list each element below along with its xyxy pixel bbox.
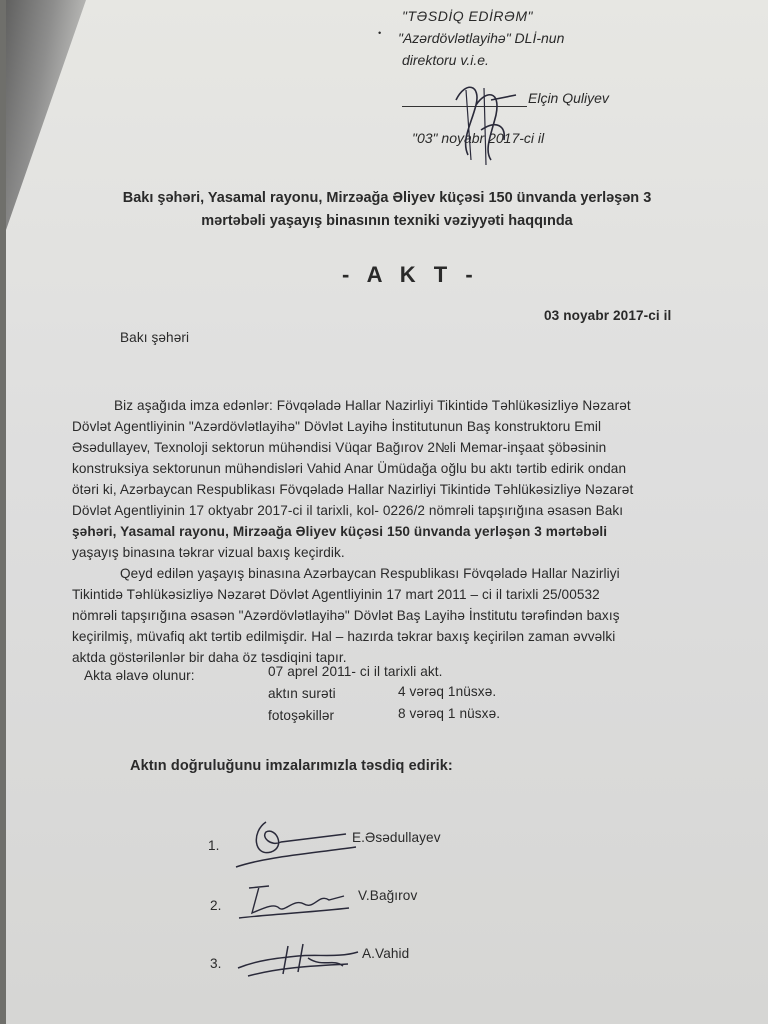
para2-line-2: Tikintidə Təhlükəsizliyə Nəzarət Dövlət Agentliyinin 17 mart 2011 – ci il tarixli 25/00532	[72, 587, 600, 602]
approval-heading: "TƏSDİQ EDİRƏM"	[402, 8, 533, 24]
signatory-1-signature	[226, 812, 366, 872]
signatory-2-signature	[234, 878, 354, 924]
para1-line-1: Biz aşağıda imza edənlər: Fövqəladə Hallar Nazirliyi Tikintidə Təhlükəsizliyə Nəzarət	[114, 398, 631, 413]
para1-line-4: konstruksiya sektorunun mühəndisləri Vahid Anar Ümüdağa oğlu bu aktı tərtib edirik ondan	[72, 461, 627, 476]
bullet: •	[378, 28, 382, 38]
confirmation-text: Aktın doğruluğunu imzalarımızla təsdiq edirik:	[130, 758, 453, 774]
para2-line-5: aktda göstərilənlər bir daha öz təsdiqini tapır.	[72, 650, 347, 665]
title-line-2: mərtəbəli yaşayış binasının texniki vəziyyəti haqqında	[201, 213, 573, 229]
signatory-1-name: E.Əsədullayev	[352, 830, 441, 845]
signatory-2-number: 2.	[210, 898, 222, 913]
signatory-3-name: A.Vahid	[362, 946, 410, 961]
para2-line-3: nömrəli tapşırığına əsasən "Azərdövlətlayihə" Dövlət Baş Layihə İnstitutu tərəfindən baxış	[72, 608, 620, 623]
attachments-label: Akta əlavə olunur:	[84, 668, 195, 683]
doc-type: - A K T -	[342, 262, 479, 287]
signatory-3-number: 3.	[210, 956, 222, 971]
signatory-1-number: 1.	[208, 838, 220, 853]
para2-line-4: keçirilmiş, müvafiq akt tərtib edilmişdir. Hal – hazırda təkrar baxış keçirilən zaman əvvəlki	[72, 629, 616, 644]
approval-date: "03" noyabr 2017-ci il	[412, 130, 545, 146]
attachment-1-name: 07 aprel 2011- ci il tarixli akt.	[268, 664, 443, 679]
para1-line-3: Əsədullayev, Texnoloji sektorun mühəndisi Vüqar Bağırov 2№li Memar-inşaat şöbəsinin	[72, 440, 607, 455]
signatory-2-name: V.Bağırov	[358, 888, 418, 903]
title-line-1: Bakı şəhəri, Yasamal rayonu, Mirzəağa Əliyev küçəsi 150 ünvanda yerləşən 3	[122, 190, 652, 206]
para1-line-6: Dövlət Agentliyinin 17 oktyabr 2017-ci il tarixli, kol- 0226/2 nömrəli tapşırığına əsasən Bakı	[72, 503, 624, 518]
attachment-2-qty: 4 vərəq 1nüsxə.	[398, 684, 497, 699]
director-signature	[446, 60, 526, 170]
para1-line-7: şəhəri, Yasamal rayonu, Mirzəağa Əliyev küçəsi 150 ünvanda yerləşən 3 mərtəbəli	[72, 524, 608, 539]
document-page	[6, 0, 768, 1024]
signatory-3-signature	[228, 938, 368, 984]
approval-org: "Azərdövlətlayihə" DLİ-nun	[398, 30, 565, 46]
para1-line-2: Dövlət Agentliyinin "Azərdövlətlayihə" Dövlət Layihə İnstitutunun Baş konstruktoru Emil	[72, 419, 602, 434]
para2-line-1: Qeyd edilən yaşayış binasına Azərbaycan Respublikası Fövqəladə Hallar Nazirliyi	[120, 566, 620, 581]
attachment-2-name: aktın surəti	[268, 686, 336, 701]
para1-line-8: yaşayış binasına təkrar vizual baxış keçirdik.	[72, 545, 345, 560]
attachment-3-qty: 8 vərəq 1 nüsxə.	[398, 706, 501, 721]
document-date: 03 noyabr 2017-ci il	[544, 308, 672, 323]
attachment-3-name: fotoşəkillər	[268, 708, 335, 723]
para1-line-5: ötəri ki, Azərbaycan Respublikası Fövqəladə Hallar Nazirliyi Tikintidə Təhlükəsizliyə Nəzarət	[72, 482, 634, 497]
approval-role: direktoru v.i.e.	[402, 52, 489, 68]
place: Bakı şəhəri	[120, 330, 190, 345]
approval-name: Elçin Quliyev	[528, 90, 609, 106]
